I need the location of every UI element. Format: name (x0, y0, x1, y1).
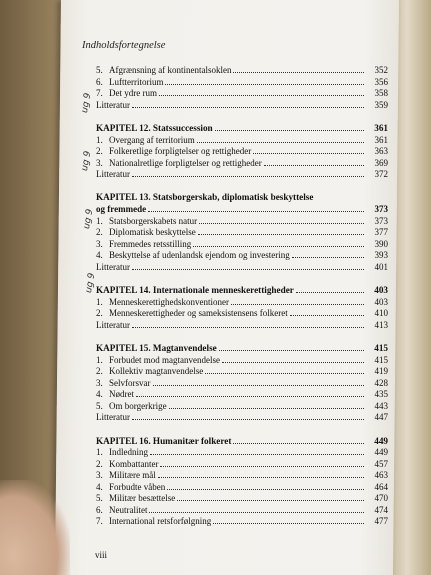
entry-page: 477 (374, 516, 388, 526)
entry-number: 5. (96, 65, 103, 75)
entry-number: 5. (96, 400, 103, 411)
toc-entry (96, 469, 388, 481)
toc-entry (96, 76, 388, 88)
leader-dots (169, 400, 364, 409)
leader-dots (160, 458, 364, 467)
entry-page: 401 (374, 261, 388, 272)
entry-page: 449 (374, 447, 388, 457)
leader-dots (167, 481, 364, 490)
entry-label: Litteratur (96, 99, 130, 110)
leader-dots (290, 307, 364, 316)
literature-row (96, 168, 388, 180)
entry-page: 474 (374, 504, 388, 515)
entry-label: KAPITEL 16. Humanitær folkeret (96, 435, 232, 446)
entry-label: Folkeretlige forpligtelser og rettigheder (109, 146, 252, 156)
entry-number: 4. (96, 481, 103, 492)
entry-number: 2. (96, 146, 103, 156)
toc-entry (96, 481, 388, 493)
leader-dots (150, 446, 364, 455)
entry-label: Fremmedes retsstilling (109, 238, 192, 249)
toc-entry (96, 307, 388, 319)
table-of-contents (96, 64, 388, 527)
handwritten-note: ug 9 (84, 272, 98, 294)
entry-number: 2. (96, 227, 103, 237)
entry-label: Litteratur (96, 261, 130, 272)
entry-page: 464 (374, 481, 388, 492)
entry-number: 6. (96, 76, 103, 87)
toc-entry (96, 249, 388, 261)
entry-label: KAPITEL 13. Statsborgerskab, diplomatisk beskyttelse (96, 191, 314, 202)
chapter-heading (96, 284, 388, 296)
entry-page: 372 (374, 169, 388, 179)
toc-entry (96, 377, 388, 389)
entry-page: 356 (374, 76, 388, 87)
leader-dots (177, 492, 364, 501)
leader-dots (205, 365, 364, 374)
entry-page: 415 (374, 343, 388, 353)
entry-page: 457 (374, 458, 388, 469)
leader-dots (149, 504, 364, 513)
leader-dots (198, 226, 364, 235)
leader-dots (197, 134, 364, 143)
entry-page: 413 (374, 319, 388, 330)
leader-dots (159, 87, 364, 96)
entry-label: Forbudte våben (109, 481, 166, 492)
entry-label: Menneskerettigheder og sameksistensens folkeret (109, 308, 288, 318)
entry-label: Forbudet mod magtanvendelse (109, 354, 220, 365)
entry-label: Luftterritorium (109, 76, 164, 87)
chapter-heading (96, 435, 388, 447)
entry-page: 415 (374, 354, 388, 365)
handwritten-note: ug 9 (80, 150, 94, 172)
literature-row (96, 411, 388, 423)
entry-label: Diplomatisk beskyttelse (109, 227, 196, 237)
entry-number: 2. (96, 308, 103, 318)
entry-label: Litteratur (96, 169, 130, 179)
literature-row (96, 99, 388, 111)
entry-number: 5. (96, 493, 103, 503)
chapter-heading (96, 203, 388, 215)
entry-number: 1. (96, 134, 103, 145)
leader-dots (153, 377, 365, 386)
entry-label: Statsborgerskabets natur (109, 215, 198, 226)
entry-page: 359 (374, 99, 388, 110)
toc-entry (96, 226, 388, 238)
toc-entry (96, 157, 388, 169)
entry-number: 4. (96, 250, 103, 260)
entry-number: 2. (96, 458, 103, 469)
entry-page: 463 (374, 470, 388, 480)
entry-page: 435 (374, 389, 388, 399)
entry-label: KAPITEL 12. Statssuccession (96, 123, 213, 133)
leader-dots (219, 342, 364, 351)
literature-row (96, 261, 388, 273)
entry-number: 3. (96, 157, 103, 168)
leader-dots (199, 215, 364, 224)
entry-label: Selvforsvar (109, 377, 151, 388)
toc-entry (96, 365, 388, 377)
entry-label: Litteratur (96, 319, 130, 330)
entry-label: Nationalretlige forpligtelser og rettigheder (109, 157, 262, 168)
entry-page: 358 (374, 88, 388, 98)
entry-number: 3. (96, 377, 103, 388)
chapter-heading (96, 122, 388, 134)
leader-dots (158, 469, 364, 478)
entry-label: Militær besættelse (109, 493, 176, 503)
entry-page: 373 (374, 204, 388, 214)
entry-page: 428 (374, 377, 388, 388)
leader-dots (296, 284, 364, 293)
entry-page: 419 (374, 366, 388, 376)
leader-dots (253, 145, 364, 154)
chapter-heading (96, 192, 388, 204)
leader-dots (213, 515, 364, 524)
toc-entry (96, 145, 388, 157)
entry-label: Menneskerettighedskonventioner (109, 296, 229, 307)
entry-number: 3. (96, 470, 103, 480)
entry-page: 403 (374, 296, 388, 307)
leader-dots (193, 238, 364, 247)
entry-label: Beskyttelse af udenlandsk ejendom og investering (109, 250, 290, 260)
page-header: Indholdsfortegnelse (82, 40, 166, 51)
entry-page: 352 (374, 65, 388, 75)
entry-label: Det ydre rum (109, 88, 157, 98)
leader-dots (136, 388, 364, 397)
entry-number: 7. (96, 516, 103, 526)
entry-number: 2. (96, 366, 103, 376)
leader-dots (132, 261, 364, 270)
entry-number: 4. (96, 389, 103, 399)
entry-page: 390 (374, 238, 388, 249)
entry-page: 393 (374, 250, 388, 260)
toc-entry (96, 388, 388, 400)
entry-label: Litteratur (96, 412, 130, 422)
toc-entry (96, 492, 388, 504)
entry-label: Neutralitet (109, 504, 148, 515)
leader-dots (132, 168, 364, 177)
handwritten-note: ug 9 (80, 92, 94, 114)
entry-label: International retsforfølgning (109, 516, 212, 526)
toc-entry (96, 458, 388, 470)
leader-dots (132, 99, 364, 108)
entry-number: 3. (96, 238, 103, 249)
leader-dots (165, 76, 364, 85)
leader-dots (231, 296, 364, 305)
toc-entry (96, 64, 388, 76)
entry-number: 6. (96, 504, 103, 515)
entry-page: 447 (374, 412, 388, 422)
entry-page: 369 (374, 157, 388, 168)
entry-label: Overgang af territorium (109, 134, 195, 145)
chapter-heading (96, 342, 388, 354)
entry-page: 363 (374, 146, 388, 156)
leader-dots (132, 411, 364, 420)
entry-page: 361 (374, 123, 388, 133)
entry-label: Om borgerkrige (109, 400, 167, 411)
entry-page: 377 (374, 227, 388, 237)
entry-page: 449 (374, 435, 388, 446)
handwritten-note: ug 9 (82, 208, 96, 230)
toc-entry (96, 238, 388, 250)
entry-label: Indledning (109, 447, 148, 457)
leader-dots (132, 319, 364, 328)
toc-entry (96, 446, 388, 458)
entry-page: 410 (374, 308, 388, 318)
entry-label: og fremmede (96, 204, 147, 214)
leader-dots (233, 435, 364, 444)
entry-number: 7. (96, 88, 103, 98)
entry-page: 403 (374, 285, 388, 295)
toc-entry (96, 215, 388, 227)
toc-entry (96, 400, 388, 412)
toc-entry (96, 354, 388, 366)
entry-label: Nødret (109, 389, 134, 399)
entry-label: Kombattanter (109, 458, 159, 469)
page-number: viii (95, 550, 108, 560)
entry-number: 1. (96, 296, 103, 307)
leader-dots (264, 157, 364, 166)
entry-number: 1. (96, 447, 103, 457)
entry-label: Militære mål (109, 470, 156, 480)
entry-label: Afgrænsning af kontinentalsoklen (109, 65, 232, 75)
leader-dots (222, 354, 364, 363)
toc-entry (96, 134, 388, 146)
toc-entry (96, 87, 388, 99)
literature-row (96, 319, 388, 331)
toc-entry (96, 515, 388, 527)
entry-label: KAPITEL 15. Magtanvendelse (96, 343, 217, 353)
entry-number: 1. (96, 354, 103, 365)
leader-dots (292, 249, 364, 258)
leader-dots (233, 64, 364, 73)
leader-dots (215, 122, 364, 131)
toc-entry (96, 504, 388, 516)
entry-page: 361 (374, 134, 388, 145)
entry-page: 470 (374, 493, 388, 503)
thumb (0, 480, 70, 575)
entry-page: 373 (374, 215, 388, 226)
leader-dots (148, 203, 364, 212)
entry-label: Kollektiv magtanvendelse (109, 366, 204, 376)
entry-number: 1. (96, 215, 103, 226)
entry-page: 443 (374, 400, 388, 411)
toc-entry (96, 296, 388, 308)
entry-label: KAPITEL 14. Internationale menneskerettigheder (96, 285, 294, 295)
